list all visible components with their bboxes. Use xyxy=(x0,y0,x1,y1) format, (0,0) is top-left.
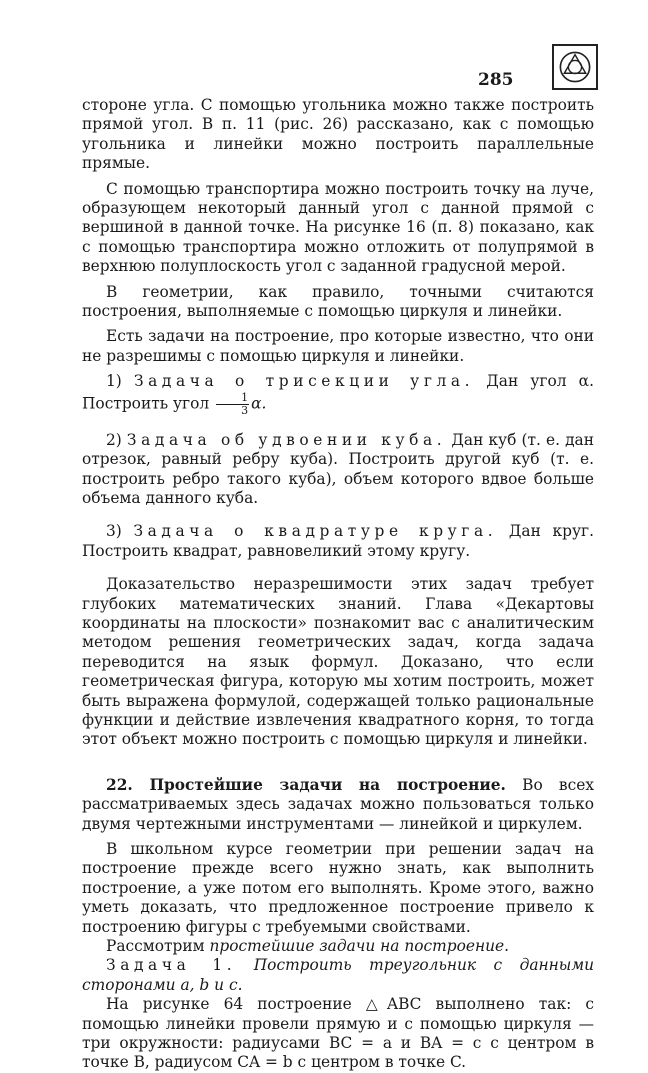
paragraph: На рисунке 64 построение △ABC выполнено так: с помощью линейки провели прямую и с помощью циркуля — три окружности: радиусами BC = a и BA = c с центром в точке B, радиусом CA = b с центром в точке C. xyxy=(82,995,594,1072)
paragraph: В школьном курсе геометрии при решении задач на построение прежде всего нужно знать, как выполнить построение, а уже потом его выполнять. Кроме этого, важно уметь доказать, что предложенное построение привело к построению фигуры с требуемыми свойствами. xyxy=(82,840,594,936)
task-number: 1) xyxy=(106,372,122,391)
page-text xyxy=(82,96,594,1073)
paragraph: Доказательство неразрешимости этих задач требует глубоких математических знаний. Глава «Декартовы координаты на плоскости» познакомит вас с аналитическим методом решения геометрических задач, когда задача переводится на язык формул. Доказано, что если геометрическая фигура, которую мы хотим построить, может быть выражена формулой, содержащей только рациональные функции и действие извлечения квадратного корня, то тогда этот объект можно построить с помощью циркуля и линейки. xyxy=(82,575,594,749)
section-heading: 22. Простейшие задачи на построение. xyxy=(106,775,506,794)
task-text: Дан куб (т. е. дан отрезок, равный ребру куба). Построить другой куб (т. е. построить ребро такого куба), объем которого вдвое больше объема данного куба. xyxy=(82,430,594,507)
page-number: 285 xyxy=(478,70,514,90)
italic-text: простейшие задачи на построение. xyxy=(209,937,510,956)
paragraph: стороне угла. С помощью угольника можно также построить прямой угол. В п. 11 (рис. 26) рассказано, как с помощью угольника и линейки можно построить параллельные прямые. xyxy=(82,96,594,173)
paragraph xyxy=(82,937,594,956)
task-cube-doubling xyxy=(82,431,594,509)
task-number: 2) xyxy=(106,430,122,449)
task-title: Задача об удвоении куба. xyxy=(126,430,447,449)
section-22 xyxy=(82,776,594,834)
fraction xyxy=(216,392,249,417)
text: Рассмотрим xyxy=(106,937,205,956)
circle-triangle-logo-icon xyxy=(552,44,598,90)
fraction-numerator: 1 xyxy=(216,392,249,405)
paragraph: В геометрии, как правило, точными считаются построения, выполняемые с помощью циркуля и линейки. xyxy=(82,282,594,321)
task-label: Задача 1. xyxy=(106,956,237,975)
task-squaring-circle xyxy=(82,522,594,561)
task-title: Задача о трисекции угла. xyxy=(133,372,475,391)
section-text: Во всех рассматриваемых здесь задачах можно пользоваться только двумя чертежными инструментами — линейкой и циркулем. xyxy=(82,775,594,833)
task-1 xyxy=(82,956,594,995)
paragraph: С помощью транспортира можно построить точку на луче, образующем некоторый данный угол с данной прямой с вершиной в данной точке. На рисунке 16 (п. 8) показано, как с помощью транспортира можно отложить от полупрямой в верхнюю полуплоскость угол с заданной градусной мерой. xyxy=(82,179,594,276)
task-statement: Построить треугольник с данными сторонами a, b и c. xyxy=(82,956,594,994)
task-text: Дан круг. Построить квадрат, равновеликий этому кругу. xyxy=(82,522,594,560)
task-number: 3) xyxy=(106,522,122,541)
task-text: Дан угол α. Построить угол xyxy=(82,372,594,413)
task-text-end: α. xyxy=(251,394,267,413)
task-title: Задача о квадратуре круга. xyxy=(133,522,498,541)
fraction-denominator: 3 xyxy=(241,403,249,417)
paragraph: Есть задачи на построение, про которые известно, что они не разрешимы с помощью циркуля и линейки. xyxy=(82,327,594,365)
task-trisection xyxy=(82,372,594,416)
